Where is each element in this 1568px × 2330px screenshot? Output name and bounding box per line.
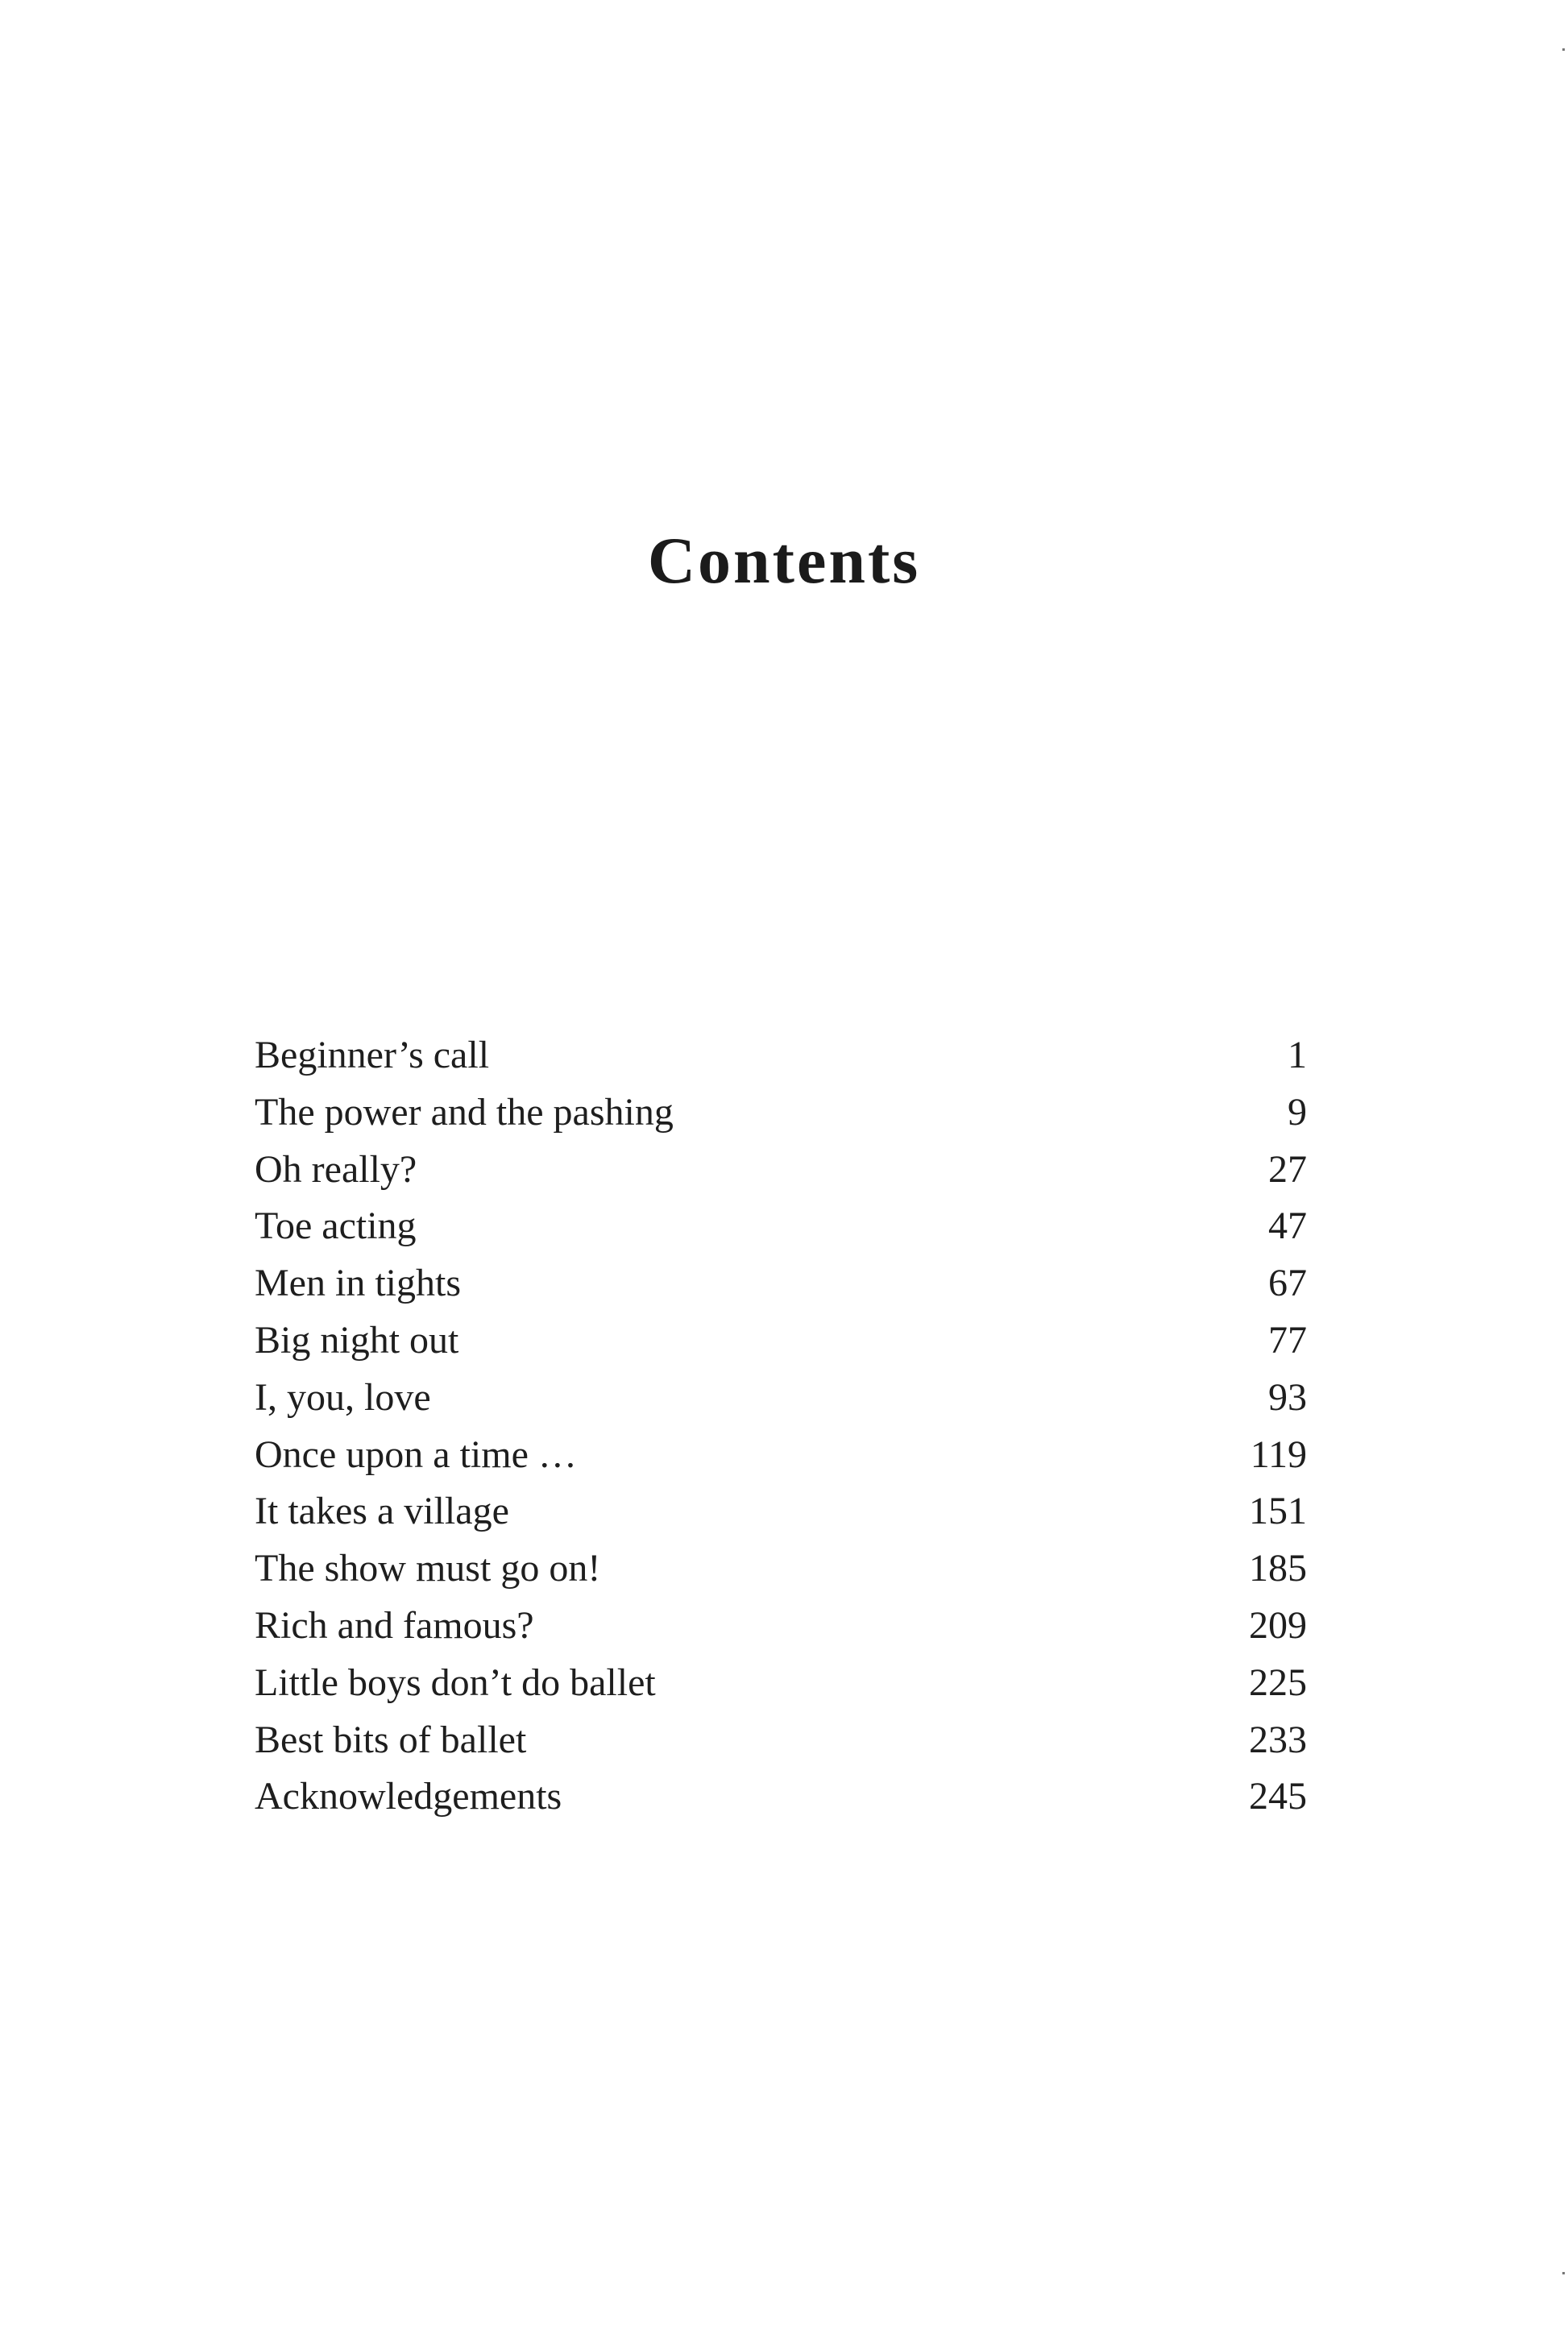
toc-entry-page: 185 <box>1249 1547 1307 1590</box>
toc-entry-page: 93 <box>1268 1375 1307 1419</box>
toc-entry-page: 209 <box>1249 1603 1307 1647</box>
toc-entry-page: 47 <box>1268 1204 1307 1248</box>
toc-entry <box>255 1142 1307 1199</box>
toc-entry-title: Oh really? <box>255 1147 417 1191</box>
page-title: Contents <box>647 523 921 597</box>
toc-entry-page: 9 <box>1288 1090 1307 1134</box>
toc-entry <box>255 1427 1307 1484</box>
toc-entry <box>255 1712 1307 1769</box>
toc-entry <box>255 1027 1307 1084</box>
table-of-contents <box>255 1027 1307 1826</box>
toc-entry-page: 77 <box>1268 1318 1307 1362</box>
toc-entry-title: I, you, love <box>255 1375 431 1419</box>
toc-entry-page: 119 <box>1250 1432 1307 1476</box>
toc-entry-title: The show must go on! <box>255 1547 601 1590</box>
toc-entry-title: It takes a village <box>255 1490 509 1533</box>
toc-entry-title: Men in tights <box>255 1262 462 1305</box>
toc-entry-page: 67 <box>1268 1262 1307 1305</box>
toc-entry <box>255 1312 1307 1370</box>
toc-entry <box>255 1255 1307 1312</box>
toc-entry-page: 233 <box>1249 1718 1307 1761</box>
toc-entry <box>255 1540 1307 1598</box>
toc-entry-page: 27 <box>1268 1147 1307 1191</box>
toc-entry <box>255 1768 1307 1826</box>
toc-entry-page: 1 <box>1288 1034 1307 1076</box>
toc-entry-title: Toe acting <box>255 1204 417 1248</box>
toc-entry-title: The power and the pashing <box>255 1090 674 1134</box>
toc-entry <box>255 1370 1307 1427</box>
toc-entry-title: Big night out <box>255 1318 459 1362</box>
toc-entry-title: Acknowledgements <box>255 1775 562 1818</box>
crop-mark <box>1562 48 1565 51</box>
toc-entry-page: 225 <box>1249 1660 1307 1704</box>
toc-entry-page: 245 <box>1249 1775 1307 1818</box>
crop-mark <box>1562 2272 1565 2274</box>
toc-entry <box>255 1084 1307 1142</box>
toc-entry-title: Best bits of ballet <box>255 1718 527 1761</box>
toc-entry-title: Rich and famous? <box>255 1603 534 1647</box>
toc-entry <box>255 1655 1307 1712</box>
toc-entry-title: Beginner’s call <box>255 1034 490 1076</box>
toc-entry-title: Little boys don’t do ballet <box>255 1660 656 1704</box>
toc-entry-title: Once upon a time … <box>255 1432 577 1476</box>
toc-entry <box>255 1598 1307 1655</box>
toc-entry <box>255 1483 1307 1540</box>
toc-entry-page: 151 <box>1249 1490 1307 1533</box>
toc-entry <box>255 1198 1307 1255</box>
